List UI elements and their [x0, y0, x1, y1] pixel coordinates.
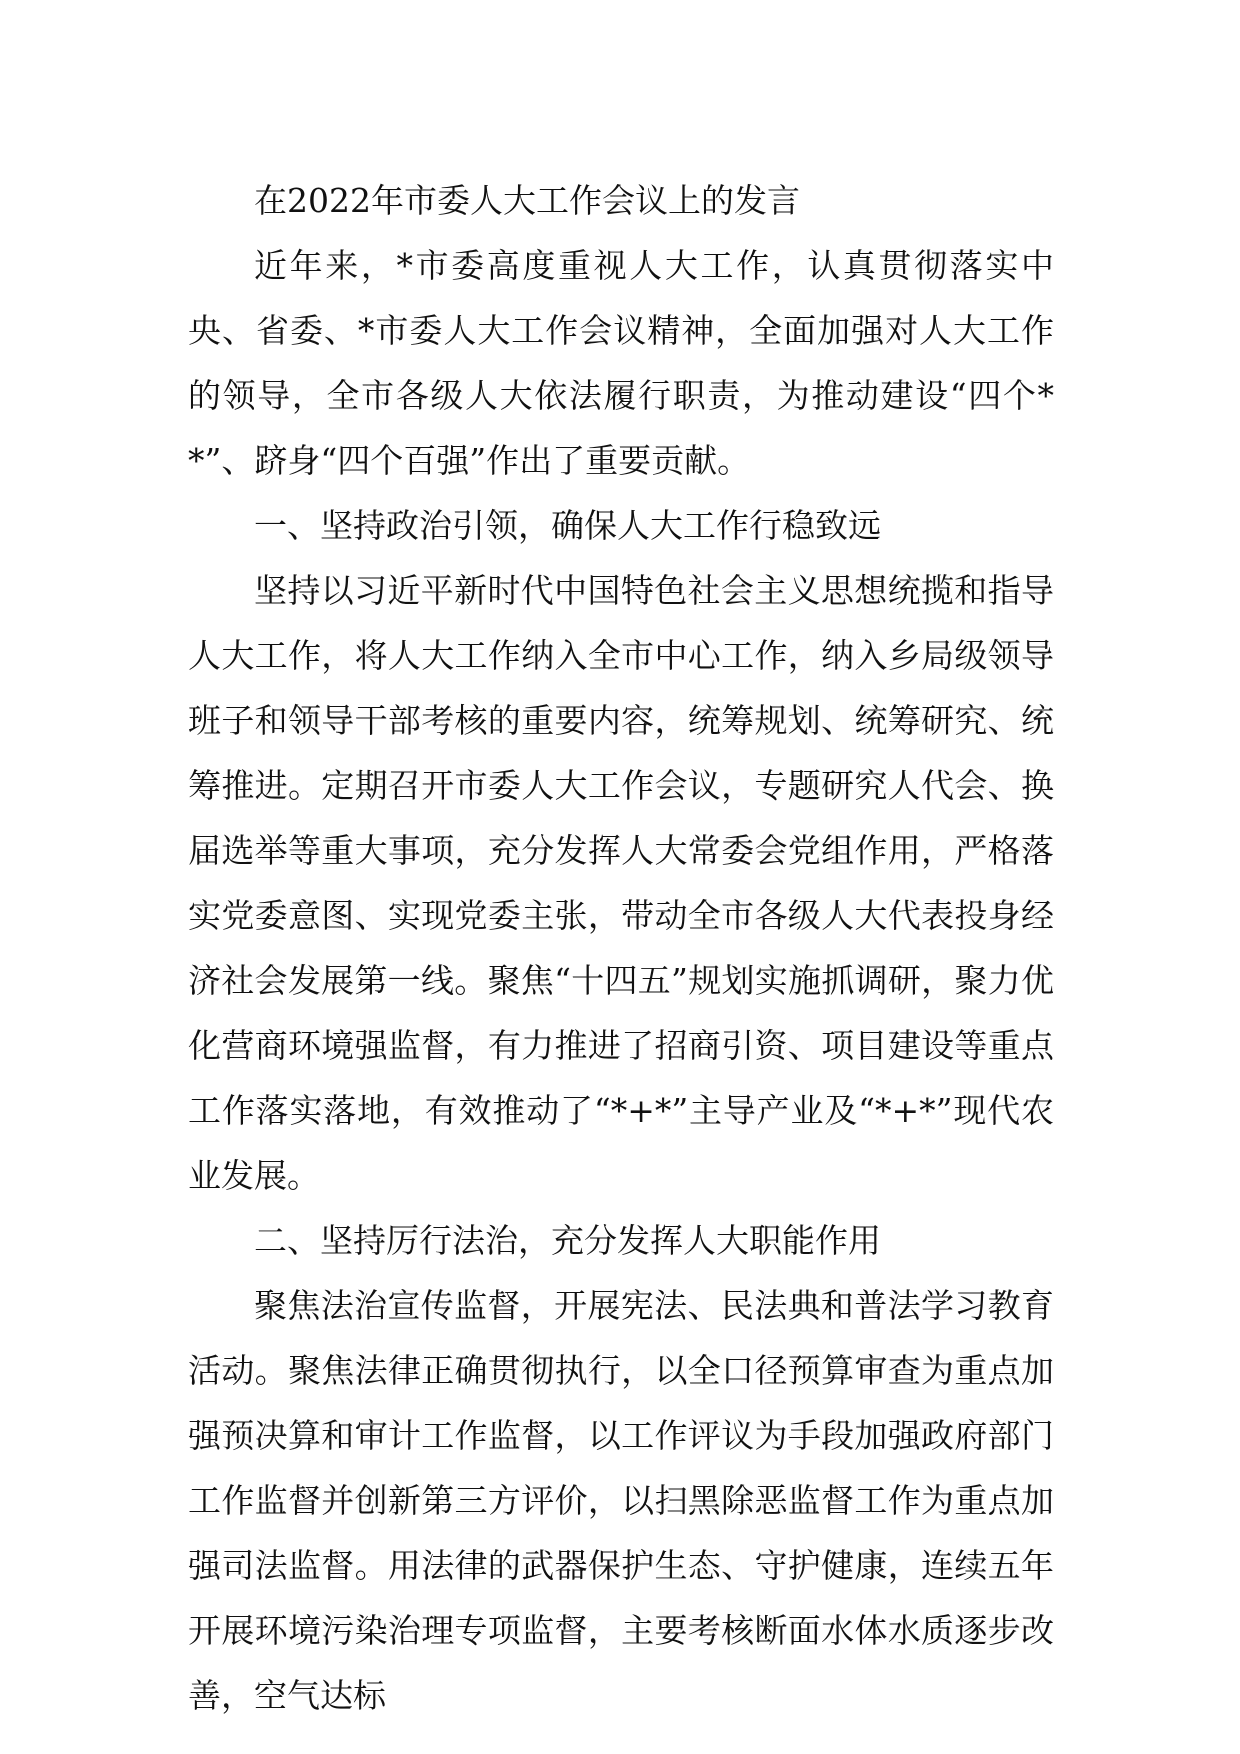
section-heading-1: 一、坚持政治引领，确保人大工作行稳致远 [254, 506, 881, 545]
section-heading-2: 二、坚持厉行法治，充分发挥人大职能作用 [254, 1221, 881, 1260]
paragraph-section-2: 聚焦法治宣传监督，开展宪法、民法典和普法学习教育活动。聚焦法律正确贯彻执行，以全口径预算审查为重点加强预决算和审计工作监督，以工作评议为手段加强政府部门工作监督并创新第三方评价，以扫黑除恶监督工作为重点加强司法监督。用法律的武器保护生态、守护健康，连续五年开展环境污染治理专项监督，主要考核断面水体水质逐步改善，空气达标 [188, 1286, 1054, 1715]
paragraph-section-1: 坚持以习近平新时代中国特色社会主义思想统揽和指导人大工作，将人大工作纳入全市中心工作，纳入乡局级领导班子和领导干部考核的重要内容，统筹规划、统筹研究、统筹推进。定期召开市委人大工作会议，专题研究人代会、换届选举等重大事项，充分发挥人大常委会党组作用，严格落实党委意图、实现党委主张，带动全市各级人大代表投身经济社会发展第一线。聚焦“十四五”规划实施抓调研，聚力优化营商环境强监督，有力推进了招商引资、项目建设等重点工作落实落地，有效推动了“*+*”主导产业及“*+*”现代农业发展。 [188, 571, 1054, 1195]
document-title: 在2022年市委人大工作会议上的发言 [254, 181, 800, 220]
paragraph-intro: 近年来，*市委高度重视人大工作，认真贯彻落实中央、省委、*市委人大工作会议精神，全面加强对人大工作的领导，全市各级人大依法履行职责，为推动建设“四个**”、跻身“四个百强”作出了重要贡献。 [188, 246, 1054, 480]
document-body [188, 168, 1054, 1728]
